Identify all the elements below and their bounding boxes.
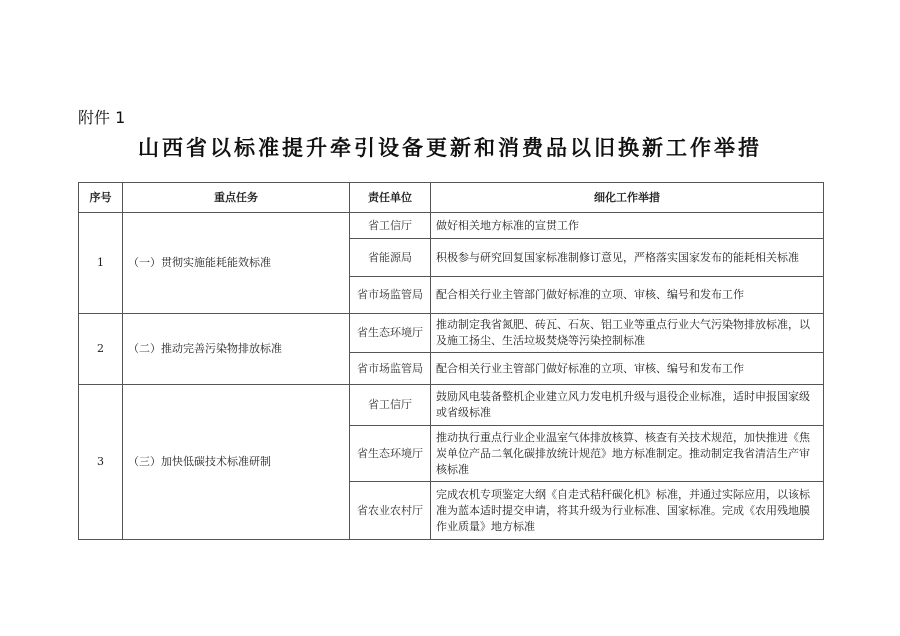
row-unit: 省市场监管局 [350, 277, 431, 314]
row-unit: 省生态环境厅 [350, 314, 431, 353]
document-title: 山西省以标准提升牵引设备更新和消费品以旧换新工作举措 [138, 136, 762, 160]
row-measure: 做好相关地方标准的宣贯工作 [431, 213, 824, 239]
measures-table [78, 182, 824, 540]
row-task: （三）加快低碳技术标准研制 [123, 385, 350, 540]
row-measure: 配合相关行业主管部门做好标准的立项、审核、编号和发布工作 [431, 277, 824, 314]
row-unit: 省能源局 [350, 239, 431, 277]
row-measure: 配合相关行业主管部门做好标准的立项、审核、编号和发布工作 [431, 353, 824, 385]
table-row [79, 385, 824, 426]
table-row [79, 314, 824, 353]
row-unit: 省农业农村厅 [350, 482, 431, 540]
row-unit: 省市场监管局 [350, 353, 431, 385]
row-measure: 完成农机专项鉴定大纲《自走式秸秆碳化机》标准，并通过实际应用，以该标准为蓝本适时提交申请，将其升级为行业标准、国家标准。完成《农用残地膜作业质量》地方标准 [431, 482, 824, 540]
header-task: 重点任务 [123, 183, 350, 213]
row-measure: 推动制定我省氮肥、砖瓦、石灰、铝工业等重点行业大气污染物排放标准，以及施工扬尘、生活垃圾焚烧等污染控制标准 [431, 314, 824, 353]
table-row [79, 213, 824, 239]
row-measure: 鼓励风电装备整机企业建立风力发电机升级与退役企业标准，适时申报国家级或省级标准 [431, 385, 824, 426]
attachment-label: 附件 1 [78, 108, 126, 127]
row-seq: 3 [79, 385, 123, 540]
table-header-row [79, 183, 824, 213]
row-unit: 省生态环境厅 [350, 426, 431, 482]
header-measures: 细化工作举措 [431, 183, 824, 213]
row-unit: 省工信厅 [350, 213, 431, 239]
row-task: （一）贯彻实施能耗能效标准 [123, 213, 350, 314]
row-unit: 省工信厅 [350, 385, 431, 426]
header-seq: 序号 [79, 183, 123, 213]
row-measure: 积极参与研究回复国家标准制修订意见，严格落实国家发布的能耗相关标准 [431, 239, 824, 277]
header-unit: 责任单位 [350, 183, 431, 213]
row-seq: 1 [79, 213, 123, 314]
row-measure: 推动执行重点行业企业温室气体排放核算、核查有关技术规范，加快推进《焦炭单位产品二氧化碳排放统计规范》地方标准制定。推动制定我省清洁生产审核标准 [431, 426, 824, 482]
row-seq: 2 [79, 314, 123, 385]
row-task: （二）推动完善污染物排放标准 [123, 314, 350, 385]
